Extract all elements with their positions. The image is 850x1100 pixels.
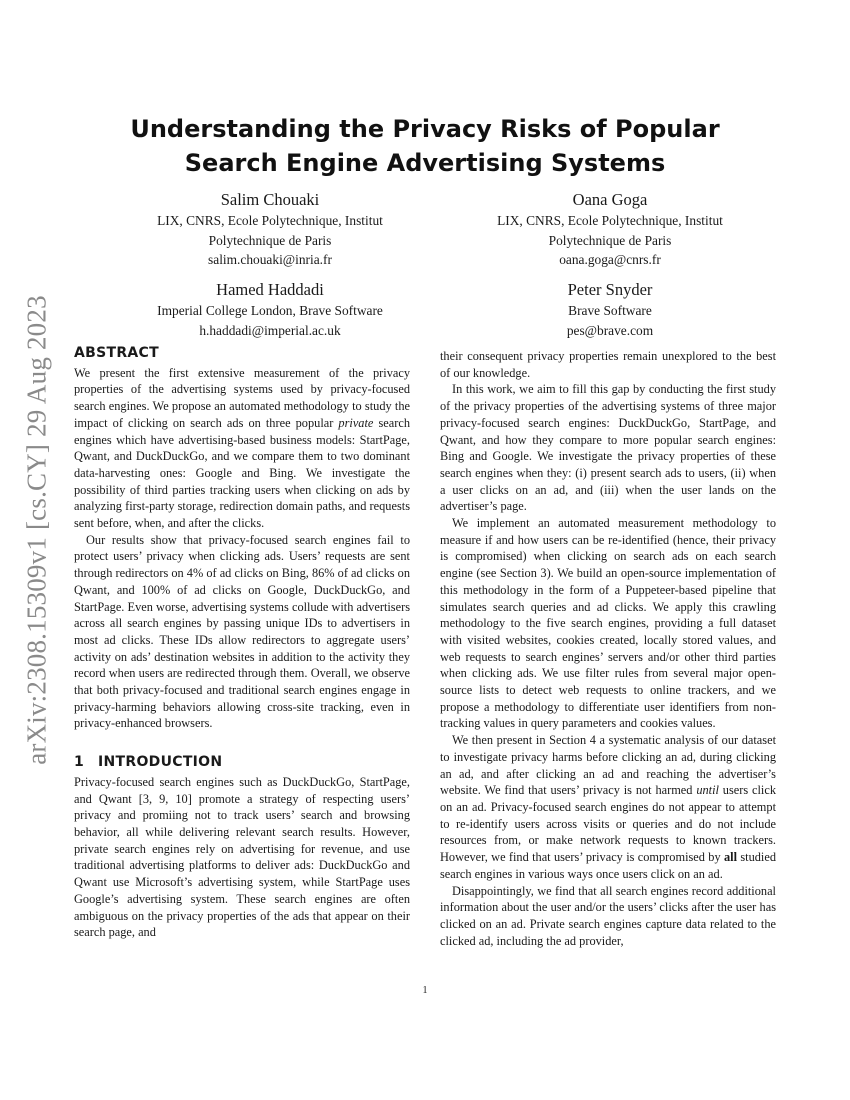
- text-run: studied search engines in various ways once users click on an ad.: [440, 850, 776, 881]
- author-affiliation: Imperial College London, Brave Software: [157, 303, 383, 318]
- abstract-heading: ABSTRACT: [74, 345, 159, 361]
- paper-title: Understanding the Privacy Risks of Popular Search Engine Advertising Systems: [130, 115, 720, 177]
- right-column: [440, 348, 776, 949]
- body-paragraph: their consequent privacy properties remain unexplored to the best of our knowledge.: [440, 349, 776, 380]
- arxiv-sidebar: [20, 290, 54, 770]
- text-run: We then present in Section 4 a systematic analysis of our dataset to investigate privacy harms before clicking an ad, during clicking an ad, and after clicking an ad and reaching the advertiser’s website. We find that users’ privacy is not harmed: [440, 733, 776, 798]
- author-affiliation: LIX, CNRS, Ecole Polytechnique, Institut: [497, 213, 723, 228]
- abstract-paragraph: Our results show that privacy-focused search engines fail to protect users’ privacy when clicking ads. Users’ requests are sent through redirectors on 4% of ad clicks on Bing, 86% of ad clicks on Qwant, and 100% of ad clicks on Google, DuckDuckGo, and StartPage. Even worse, advertising systems collude with advertisers across all search engines by passing unique IDs to advertisers in most ad clicks. These IDs allow redirectors to aggregate users’ activity on ads’ destination websites in addition to the activity they record when users are redirected through them. Overall, we observe that both privacy-focused and traditional search engines engage in privacy-harming behaviors allowing cross-site tracking, even in privacy-enhanced browsers.: [74, 532, 410, 731]
- author-name: Oana Goga: [572, 190, 648, 209]
- body-paragraph: In this work, we aim to fill this gap by conducting the first study of the privacy properties of the advertising systems of three major privacy-focused search engines: DuckDuckGo, StartPage, and Qwant, and how they compare to more popular search engines: Bing and Google. We investigate the privacy properties of these search engines when they: (i) present search ads to users, (ii) when a user clicks on an ad, and (iii) when the user lands on the advertiser’s page.: [440, 382, 776, 514]
- body-paragraph: Disappointingly, we find that all search engines record additional information about the user and/or the users’ clicks after the user has clicked on an ad. Private search engines capture data related to the clicked ad, including the ad provider,: [440, 883, 776, 948]
- body-paragraph: Privacy-focused search engines such as DuckDuckGo, StartPage, and Qwant [3, 9, 10] promote a strategy of respecting users’ privacy and promiing not to track users’ search and browsing behavior, all while delivering relevant search results. However, private search engines rely on advertising for revenue, and use traditional advertising platforms to deliver ads: DuckDuckGo and Qwant use Microsoft’s advertising system, while StartPage uses Google’s advertising system. These search engines are often ambiguous on the privacy properties of the ads that appear on their search page, and: [74, 774, 410, 940]
- author-affiliation: Brave Software: [568, 303, 652, 318]
- author-email: salim.chouaki@inria.fr: [208, 252, 332, 267]
- author-email: pes@brave.com: [566, 322, 654, 338]
- section-number: 1: [74, 754, 85, 771]
- author-email: oana.goga@cnrs.fr: [559, 252, 661, 267]
- author-block: [450, 278, 770, 340]
- section-title: INTRODUCTION: [98, 754, 223, 771]
- abstract-paragraph: [74, 365, 410, 532]
- bold-text: all: [723, 850, 737, 865]
- arxiv-identifier: arXiv:2308.15309v1 [cs.CY] 29 Aug 2023: [21, 295, 52, 765]
- body-paragraph: [440, 732, 776, 882]
- text-run: users click on an ad. Privacy-focused search engines do not appear to attempt to re-identify users across visits or queries and do not include resources from, or make network requests to known trackers. However, we find that users’ privacy is compromised by: [440, 783, 776, 865]
- author-affiliation: LIX, CNRS, Ecole Polytechnique, Institut: [157, 213, 383, 228]
- left-column: [74, 345, 410, 941]
- text-run: search engines which have advertising-based business models: StartPage, Qwant, and DuckDuckGo, and we compare them to two dominant data-harvesting ones: Google and Bing. We investigate the possibility of third parties tracking users when clicking on ads by analyzing first-party storage, redirection domain paths, and requests sent before, when, and after the clicks.: [74, 415, 410, 531]
- author-block: [110, 278, 430, 340]
- emphasis-text: private: [338, 415, 374, 430]
- author-affiliation: Polytechnique de Paris: [548, 232, 672, 248]
- author-name: Hamed Haddadi: [216, 280, 324, 299]
- page-number: 1: [422, 985, 428, 996]
- author-name: Salim Chouaki: [220, 190, 320, 209]
- author-affiliation: Polytechnique de Paris: [208, 232, 332, 248]
- body-paragraph: We implement an automated measurement methodology to measure if and how users can be re-identified (hence, their privacy is compromised) when clicking on search ads on each search engine (see Section 3). We build an open-source implementation of this methodology in the form of a Puppeteer-based pipeline that simulates search queries and ad clicks. We apply this crawling methodology to the five search engines, providing a full dataset with visited websites, cookies created, locally stored values, and web requests to search engines’ servers and/or other third parties when clicking ads. We use filter rules from several major open-source lists to detect web requests to online trackers, and we propose a methodology to differentiate user identifiers from non-tracking values in query parameters and cookies values.: [440, 516, 776, 731]
- author-email: h.haddadi@imperial.ac.uk: [199, 322, 341, 338]
- author-block: [450, 188, 770, 270]
- text-run: We present the first extensive measurement of the privacy properties of the advertising systems used by privacy-focused search engines. We propose an automated methodology to study the impact of clicking on search ads on three popular: [74, 365, 410, 430]
- author-block: [110, 188, 430, 270]
- section-heading: [74, 754, 410, 771]
- author-name: Peter Snyder: [567, 280, 653, 299]
- emphasis-text: until: [696, 783, 719, 798]
